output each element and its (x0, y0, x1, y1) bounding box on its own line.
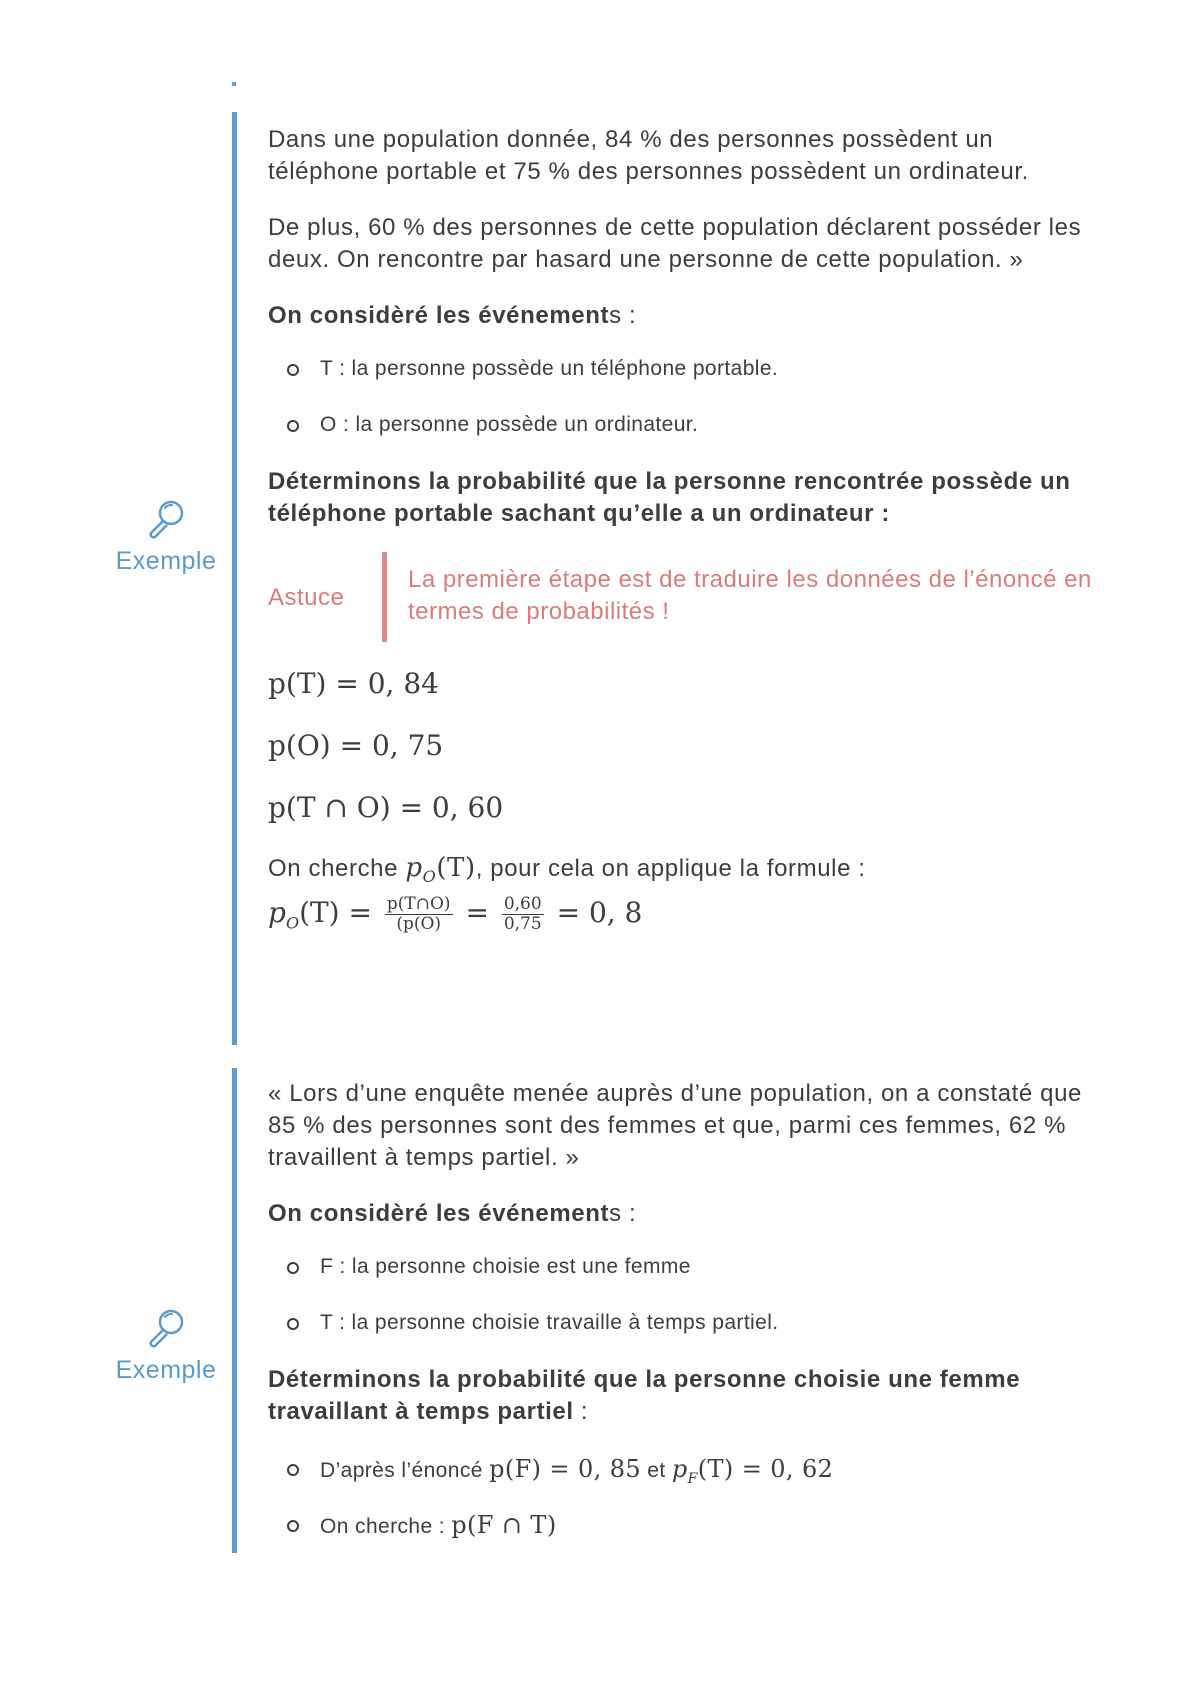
example-bar (232, 112, 237, 1045)
list-item: T : la personne choisie travaille à temps partiel. (268, 1308, 1098, 1364)
events-intro-rest: s : (609, 1200, 637, 1227)
example-block-2 (0, 1068, 1190, 1553)
math-arg: (T) = (299, 896, 372, 930)
equation: p(T ∩ O) = 0, 60 (268, 791, 504, 824)
fraction-numerator: 0,60 (503, 894, 542, 915)
magnifier-icon (142, 1304, 190, 1352)
events-intro (268, 1198, 1098, 1230)
math-var: p (671, 1455, 688, 1483)
bullet-math: p(F) = 0, 85 (489, 1455, 642, 1483)
math-arg: (T) (436, 853, 476, 883)
bullet-text: et (641, 1459, 672, 1482)
math-result: = 0, 8 (556, 896, 643, 930)
events-intro-bold: On considèré les événement (268, 1200, 610, 1227)
example-bar (232, 1068, 237, 1553)
magnifier-icon (142, 495, 190, 543)
formula (268, 893, 1098, 944)
paragraph: Dans une population donnée, 84 % des personnes possèdent un téléphone portable et 75 % des personnes possèdent un ordinateur. (268, 126, 1029, 185)
question-bold: Déterminons la probabilité que la personne choisie une femme travaillant à temps partiel (268, 1366, 1021, 1425)
question-rest: : (573, 1398, 589, 1425)
search-suffix: , pour cela on applique la formule : (475, 855, 866, 882)
example-label-group (100, 1304, 232, 1385)
fraction (385, 895, 453, 934)
events-intro-bold: On considèré les événement (268, 302, 610, 329)
events-list (268, 1252, 1098, 1364)
events-list (268, 354, 1098, 466)
tip-bar (382, 552, 387, 642)
paragraph: De plus, 60 % des personnes de cette population déclarent posséder les deux. On rencontre par hasard une personne de cette population. » (268, 214, 1082, 273)
example-label: Exemple (115, 547, 217, 575)
math-sub: O (285, 913, 300, 933)
tip-label: Astuce (268, 584, 345, 611)
answer-list (268, 1454, 1098, 1566)
fraction-denominator: 0,75 (503, 914, 542, 935)
search-prefix: On cherche (268, 855, 406, 882)
fraction-denominator: (p(O) (396, 914, 442, 935)
question (268, 1364, 1098, 1428)
example-content (268, 124, 1098, 944)
equation: p(T) = 0, 84 (268, 667, 439, 700)
bullet-math: p(F ∩ T) (451, 1511, 557, 1539)
math-var: p (268, 896, 286, 930)
list-item (268, 1454, 1098, 1510)
events-intro-rest: s : (609, 302, 637, 329)
equation: p(O) = 0, 75 (268, 729, 444, 762)
example-label: Exemple (115, 1356, 217, 1384)
tip-box (268, 552, 1098, 646)
fraction-numerator: p(T∩O) (386, 894, 451, 915)
events-intro (268, 300, 1098, 332)
math-sub: F (687, 1470, 698, 1487)
fraction (502, 895, 544, 934)
math-eq: = (465, 896, 489, 930)
list-item: T : la personne possède un téléphone portable. (268, 354, 1098, 410)
bullet-text: D’après l’énoncé (320, 1459, 490, 1482)
bullet-math (671, 1455, 834, 1487)
question: Déterminons la probabilité que la personne rencontrée possède un téléphone portable sachant qu’elle a un ordinateur : (268, 468, 1071, 527)
example-block-1 (0, 112, 1190, 1045)
paragraph: « Lors d’une enquête menée auprès d’une population, on a constaté que 85 % des personnes sont des femmes et que, parmi ces femmes, 62 % travaillent à temps partiel. » (268, 1080, 1082, 1171)
math-arg: (T) = 0, 62 (697, 1455, 834, 1483)
list-item: O : la personne possède un ordinateur. (268, 410, 1098, 466)
math-var: p (405, 853, 423, 883)
example-content (268, 1078, 1098, 1566)
bullet-text: On cherche : (320, 1515, 452, 1538)
list-item: F : la personne choisie est une femme (268, 1252, 1098, 1308)
search-math (405, 853, 476, 887)
math-sub: O (422, 867, 437, 887)
page-marker-dot (232, 82, 236, 86)
search-sentence (268, 852, 1098, 893)
example-label-group (100, 495, 232, 576)
list-item (268, 1510, 1098, 1566)
tip-text: La première étape est de traduire les données de l’énoncé en termes de probabilités ! (408, 566, 1092, 625)
